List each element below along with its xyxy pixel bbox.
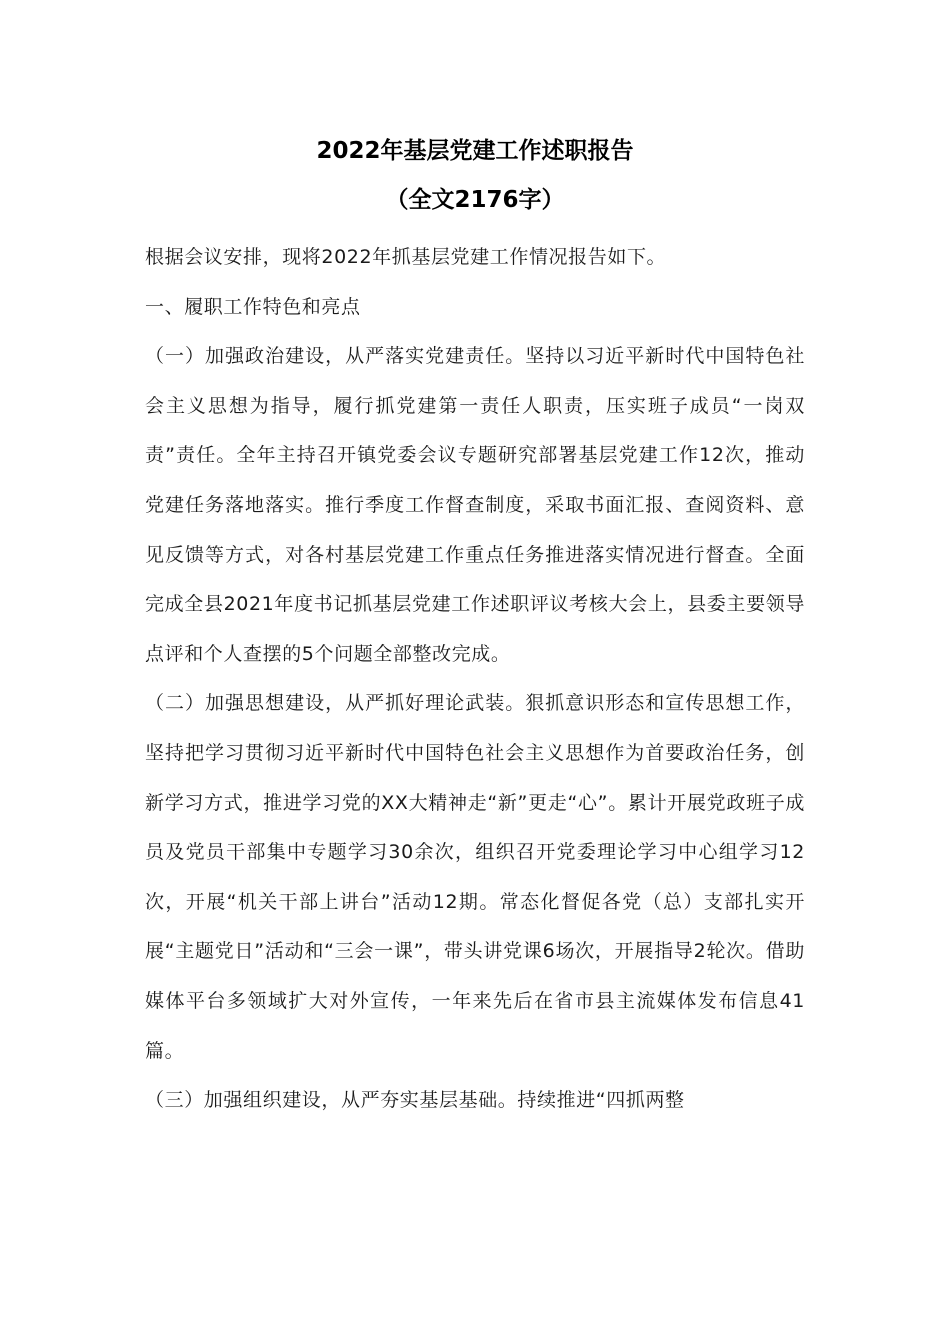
intro-paragraph: 根据会议安排，现将2022年抓基层党建工作情况报告如下。 [145,246,667,268]
section-heading: 一、履职工作特色和亮点 [145,295,361,318]
document-body [145,233,805,1126]
document-subtitle: （全文2176字） [385,187,565,213]
document-title: 2022年基层党建工作述职报告 [316,138,634,164]
paragraph-ideological: （二）加强思想建设，从严抓好理论武装。狠抓意识形态和宣传思想工作，坚持把学习贯彻习近平新时代中国特色社会主义思想作为首要政治任务，创新学习方式，推进学习党的XX大精神走“新”更走“心”。累计开展党政班子成员及党员干部集中专题学习30余次，组织召开党委理论学习中心组学习12次，开展“机关干部上讲台”活动12期。常态化督促各党（总）支部扎实开展“主题党日”活动和“三会一课”，带头讲党课6场次，开展指导2轮次。借助媒体平台多领域扩大对外宣传，一年来先后在省市县主流媒体发布信息41篇。 [145,692,805,1062]
paragraph-political: （一）加强政治建设，从严落实党建责任。坚持以习近平新时代中国特色社会主义思想为指导，履行抓党建第一责任人职责，压实班子成员“一岗双责”责任。全年主持召开镇党委会议专题研究部署基层党建工作12次，推动党建任务落地落实。推行季度工作督查制度，采取书面汇报、查阅资料、意见反馈等方式，对各村基层党建工作重点任务推进落实情况进行督查。全面完成全县2021年度书记抓基层党建工作述职评议考核大会上，县委主要领导点评和个人查摆的5个问题全部整改完成。 [145,345,805,665]
paragraph-organizational: （三）加强组织建设，从严夯实基层基础。持续推进“四抓两整 [145,1089,685,1112]
